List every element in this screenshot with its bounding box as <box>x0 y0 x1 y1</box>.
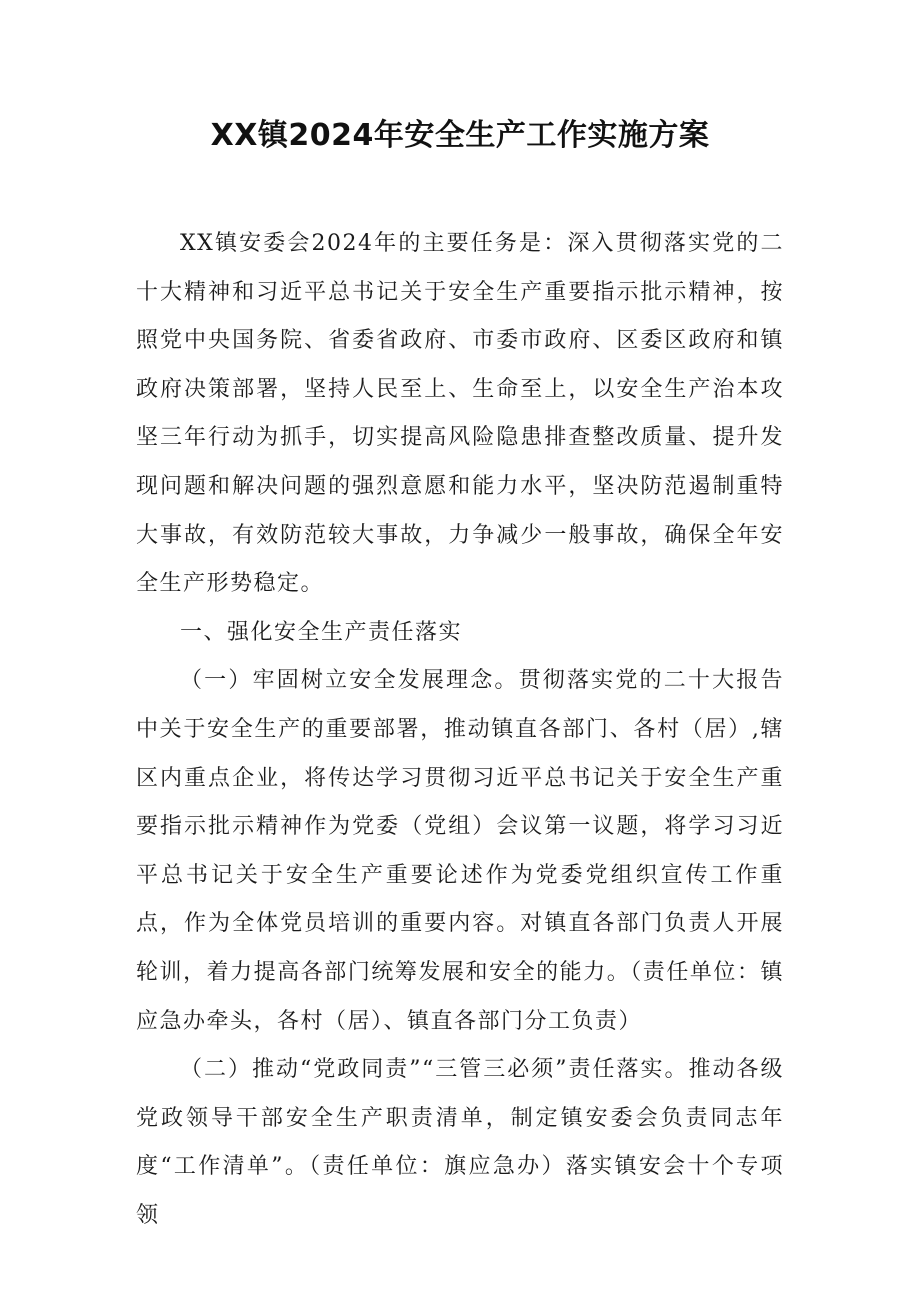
intro-paragraph: XX镇安委会2024年的主要任务是：深入贯彻落实党的二十大精神和习近平总书记关于安全生产重要指示批示精神，按照党中央国务院、省委省政府、市委市政府、区委区政府和镇政府决策部署，坚持人民至上、生命至上，以安全生产治本攻坚三年行动为抓手，切实提高风险隐患排查整改质量、提升发现问题和解决问题的强烈意愿和能力水平，坚决防范遏制重特大事故，有效防范较大事故，力争减少一般事故，确保全年安全生产形势稳定。 <box>136 231 784 597</box>
subsection-paragraph-2: （二）推动“党政同责”“三管三必须”责任落实。推动各级党政领导干部安全生产职责清单，制定镇安委会负责同志年度“工作清单”。（责任单位：旗应急办）落实镇安会十个专项领 <box>136 1057 784 1228</box>
section-heading-1: 一、强化安全生产责任落实 <box>180 619 463 645</box>
document-title: XX镇2024年安全生产工作实施方案 <box>210 118 710 153</box>
document-body <box>136 220 784 1240</box>
subsection-paragraph-1: （一）牢固树立安全发展理念。贯彻落实党的二十大报告中关于安全生产的重要部署，推动镇直各部门、各村（居）,辖区内重点企业，将传达学习贯彻习近平总书记关于安全生产重要指示批示精神作为党委（党组）会议第一议题，将学习习近平总书记关于安全生产重要论述作为党委党组织宣传工作重点，作为全体党员培训的重要内容。对镇直各部门负责人开展轮训，着力提高各部门统筹发展和安全的能力。（责任单位：镇应急办牵头，各村（居）、镇直各部门分工负责） <box>136 668 784 1034</box>
